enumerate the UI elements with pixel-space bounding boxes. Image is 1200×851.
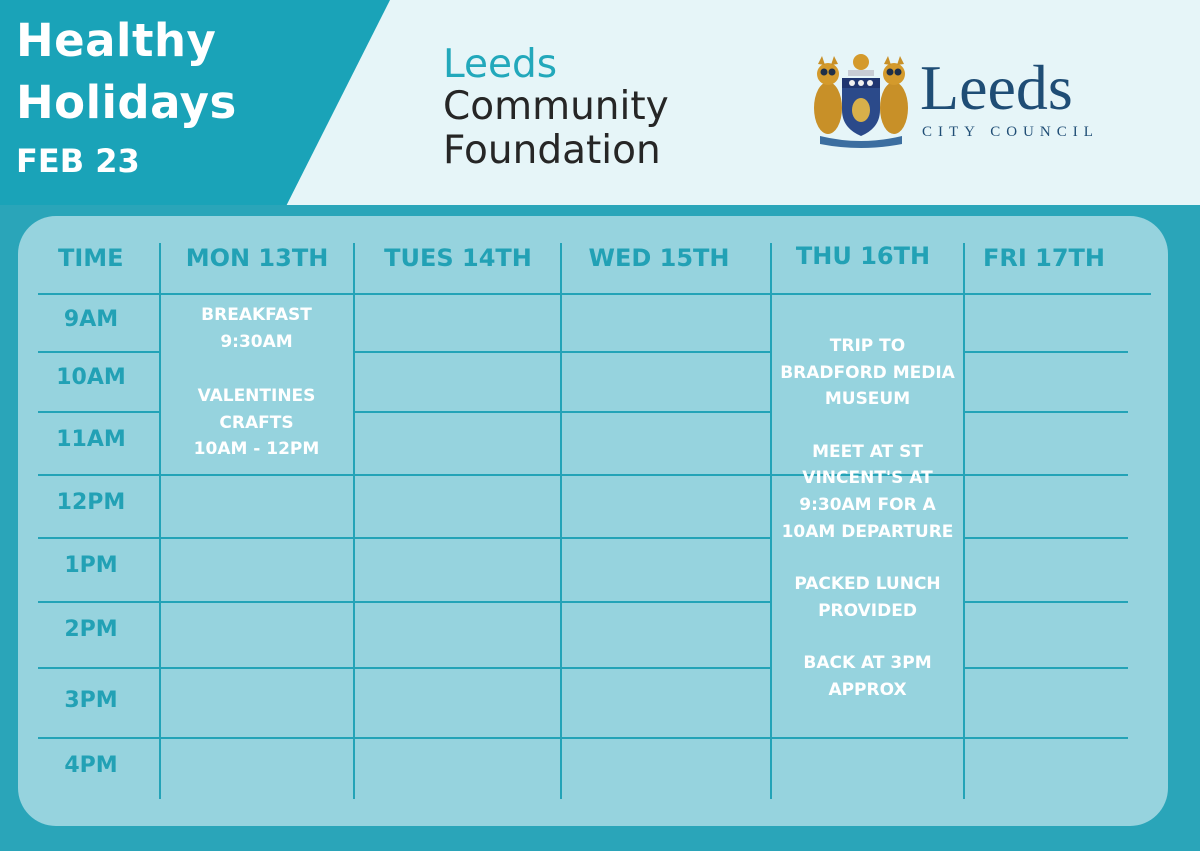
trip-lunch-info: PACKED LUNCH: [794, 574, 941, 595]
time-label: 10AM: [56, 365, 126, 390]
trip-return-info: BACK AT 3PM: [803, 653, 932, 674]
grid-line-row: [159, 537, 772, 539]
monday-events: [160, 302, 353, 463]
event-breakfast-title: BREAKFAST: [201, 305, 312, 325]
column-header-day: TUES 14TH: [384, 244, 532, 272]
grid-line-row: [38, 601, 160, 603]
column-header-day: THU 16TH: [795, 242, 931, 270]
column-header-day: FRI 17TH: [982, 244, 1106, 272]
time-label: 1PM: [64, 553, 118, 578]
grid-line-vertical: [963, 243, 965, 799]
time-label: 9AM: [63, 307, 119, 332]
grid-line-row: [353, 411, 772, 413]
grid-line-row: [963, 601, 1128, 603]
trip-title: TRIP TO: [829, 336, 906, 356]
event-crafts-title: VALENTINES: [197, 386, 316, 407]
trip-meet-info: MEET AT ST: [812, 441, 923, 462]
grid-line-row: [963, 351, 1128, 353]
grid-line-row: [38, 537, 160, 539]
banner-title-line-2: Holidays: [16, 76, 237, 129]
thursday-trip-details: [772, 333, 963, 704]
lcf-logo-line-2: Community: [443, 84, 669, 129]
trip-meet-info: 10AM DEPARTURE: [781, 521, 954, 542]
header-band: [0, 0, 1200, 205]
timetable-card: [18, 216, 1168, 826]
grid-line-row: [38, 667, 160, 669]
grid-line-row: [38, 737, 1128, 739]
lcf-logo-line-1: Leeds: [443, 42, 558, 87]
grid-line-row: [38, 474, 1128, 476]
grid-line-vertical: [353, 243, 355, 799]
trip-title: MUSEUM: [824, 389, 911, 410]
grid-line-row: [963, 411, 1128, 413]
column-header-day: WED 15TH: [588, 244, 730, 272]
time-label: 3PM: [64, 688, 118, 713]
column-header-time: TIME: [58, 244, 124, 272]
leeds-city-council-logo: [810, 50, 1130, 150]
banner-title-line-1: Healthy: [16, 14, 217, 67]
time-label: 4PM: [64, 753, 118, 778]
grid-line-row: [38, 351, 160, 353]
event-breakfast-time: 9:30AM: [220, 331, 293, 352]
grid-line-vertical: [560, 243, 562, 799]
trip-title: BRADFORD MEDIA: [780, 362, 955, 383]
banner-date: FEB 23: [16, 142, 140, 180]
grid-line-row: [353, 351, 772, 353]
time-label: 11AM: [56, 427, 126, 452]
time-label: 12PM: [56, 490, 126, 515]
grid-line-row: [963, 537, 1128, 539]
trip-meet-info: VINCENT'S AT: [802, 468, 933, 489]
time-label: 2PM: [64, 617, 118, 642]
trip-meet-info: 9:30AM FOR A: [799, 494, 936, 515]
trip-return-info: APPROX: [828, 679, 907, 700]
lcc-logo-subtitle: CITY COUNCIL: [922, 124, 1099, 140]
grid-line-row: [159, 667, 772, 669]
event-crafts-title: CRAFTS: [219, 412, 294, 433]
leeds-coat-of-arms-icon: [810, 50, 912, 148]
lcc-logo-name: Leeds: [920, 52, 1073, 123]
event-crafts-time: 10AM - 12PM: [193, 439, 320, 460]
trip-lunch-info: PROVIDED: [818, 600, 917, 621]
grid-line-row: [159, 601, 772, 603]
grid-line-header: [38, 293, 1151, 295]
grid-line-row: [38, 411, 160, 413]
column-header-day: MON 13TH: [185, 244, 329, 272]
lcf-logo-line-3: Foundation: [443, 128, 661, 173]
grid-line-row: [963, 667, 1128, 669]
leeds-community-foundation-logo: [443, 42, 723, 172]
